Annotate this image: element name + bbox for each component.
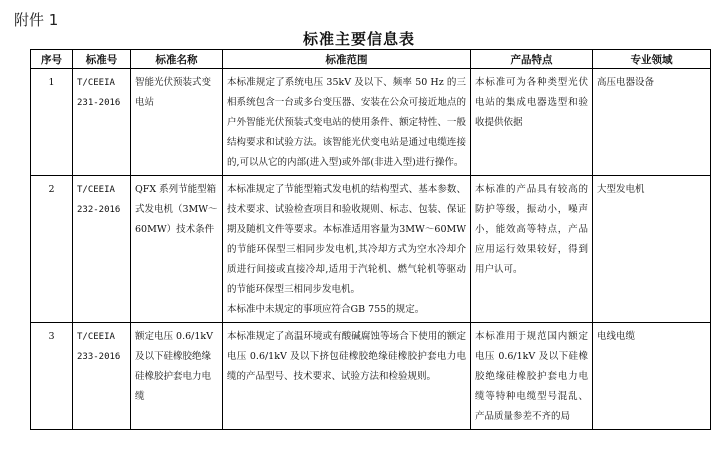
cell-features: 本标准的产品具有较高的防护等级，振动小，噪声小，能效高等特点，产品应用运行效果较好，得到用户认可。 bbox=[471, 176, 593, 323]
cell-scope: 本标准规定了高温环境或有酸碱腐蚀等场合下使用的额定电压 0.6/1kV 及以下挤包硅橡胶绝缘硅橡胶护套电力电缆的产品型号、技术要求、试验方法和检验规则。 bbox=[223, 323, 471, 430]
code-prefix: T/CEEIA bbox=[77, 332, 115, 342]
column-header-scope: 标准范围 bbox=[223, 50, 471, 69]
code-number: 231-2016 bbox=[77, 98, 121, 108]
table-row bbox=[31, 323, 711, 430]
column-header-code: 标准号 bbox=[73, 50, 131, 69]
code-prefix: T/CEEIA bbox=[77, 185, 115, 195]
code-prefix: T/CEEIA bbox=[77, 78, 115, 88]
cell-scope: 本标准规定了系统电压 35kV 及以下、频率 50 Hz 的三相系统包含一台或多台变压器、安装在公众可接近地点的户外智能光伏预装式变电站的使用条件、额定特性、一般结构要求和试验方法。该智能光伏变电站是通过电缆连接的,可以从它的内部(进入型)或外部(非进入型)进行操作。 bbox=[223, 69, 471, 176]
cell-name: QFX 系列节能型箱式发电机（3MW～60MW）技术条件 bbox=[131, 176, 223, 323]
cell-no: 3 bbox=[31, 323, 73, 430]
cell-code bbox=[73, 176, 131, 323]
table-row bbox=[31, 176, 711, 323]
table-header-row bbox=[31, 50, 711, 69]
scope-note: 本标准中未规定的事项应符合GB 755的规定。 bbox=[227, 304, 425, 315]
document-title: 标准主要信息表 bbox=[302, 30, 415, 48]
cell-code bbox=[73, 323, 131, 430]
column-header-field: 专业领域 bbox=[593, 50, 711, 69]
column-header-features: 产品特点 bbox=[471, 50, 593, 69]
code-number: 232-2016 bbox=[77, 205, 121, 215]
cell-features: 本标准用于规范国内额定电压 0.6/1kV 及以下硅橡胶绝缘硅橡胶护套电力电缆等特种电缆型号混乱、产品质量参差不齐的局 bbox=[471, 323, 593, 430]
cell-code bbox=[73, 69, 131, 176]
scope-text: 本标准规定了节能型箱式发电机的结构型式、基本参数、技术要求、试验检查项目和验收规则、标志、包装、保证期及随机文件等要求。本标准适用容量为3MW～60MW的节能环保型三相同步发电机,其冷却方式为空水冷却介质进行间接或直接冷却,适用于汽轮机、燃气轮机等驱动的节能环保型三相同步发电机。 bbox=[227, 184, 466, 295]
column-header-no: 序号 bbox=[31, 50, 73, 69]
code-number: 233-2016 bbox=[77, 352, 121, 362]
cell-field: 大型发电机 bbox=[593, 176, 711, 323]
cell-scope bbox=[223, 176, 471, 323]
column-header-name: 标准名称 bbox=[131, 50, 223, 69]
annex-label: 附件 1 bbox=[14, 11, 59, 29]
cell-no: 1 bbox=[31, 69, 73, 176]
standards-info-table bbox=[30, 49, 711, 430]
table-row bbox=[31, 69, 711, 176]
cell-field: 高压电器设备 bbox=[593, 69, 711, 176]
cell-name: 额定电压 0.6/1kV 及以下硅橡胶绝缘硅橡胶护套电力电缆 bbox=[131, 323, 223, 430]
cell-name: 智能光伏预装式变电站 bbox=[131, 69, 223, 176]
cell-field: 电线电缆 bbox=[593, 323, 711, 430]
cell-no: 2 bbox=[31, 176, 73, 323]
cell-features: 本标准可为各种类型光伏电站的集成电器选型和验收提供依据 bbox=[471, 69, 593, 176]
